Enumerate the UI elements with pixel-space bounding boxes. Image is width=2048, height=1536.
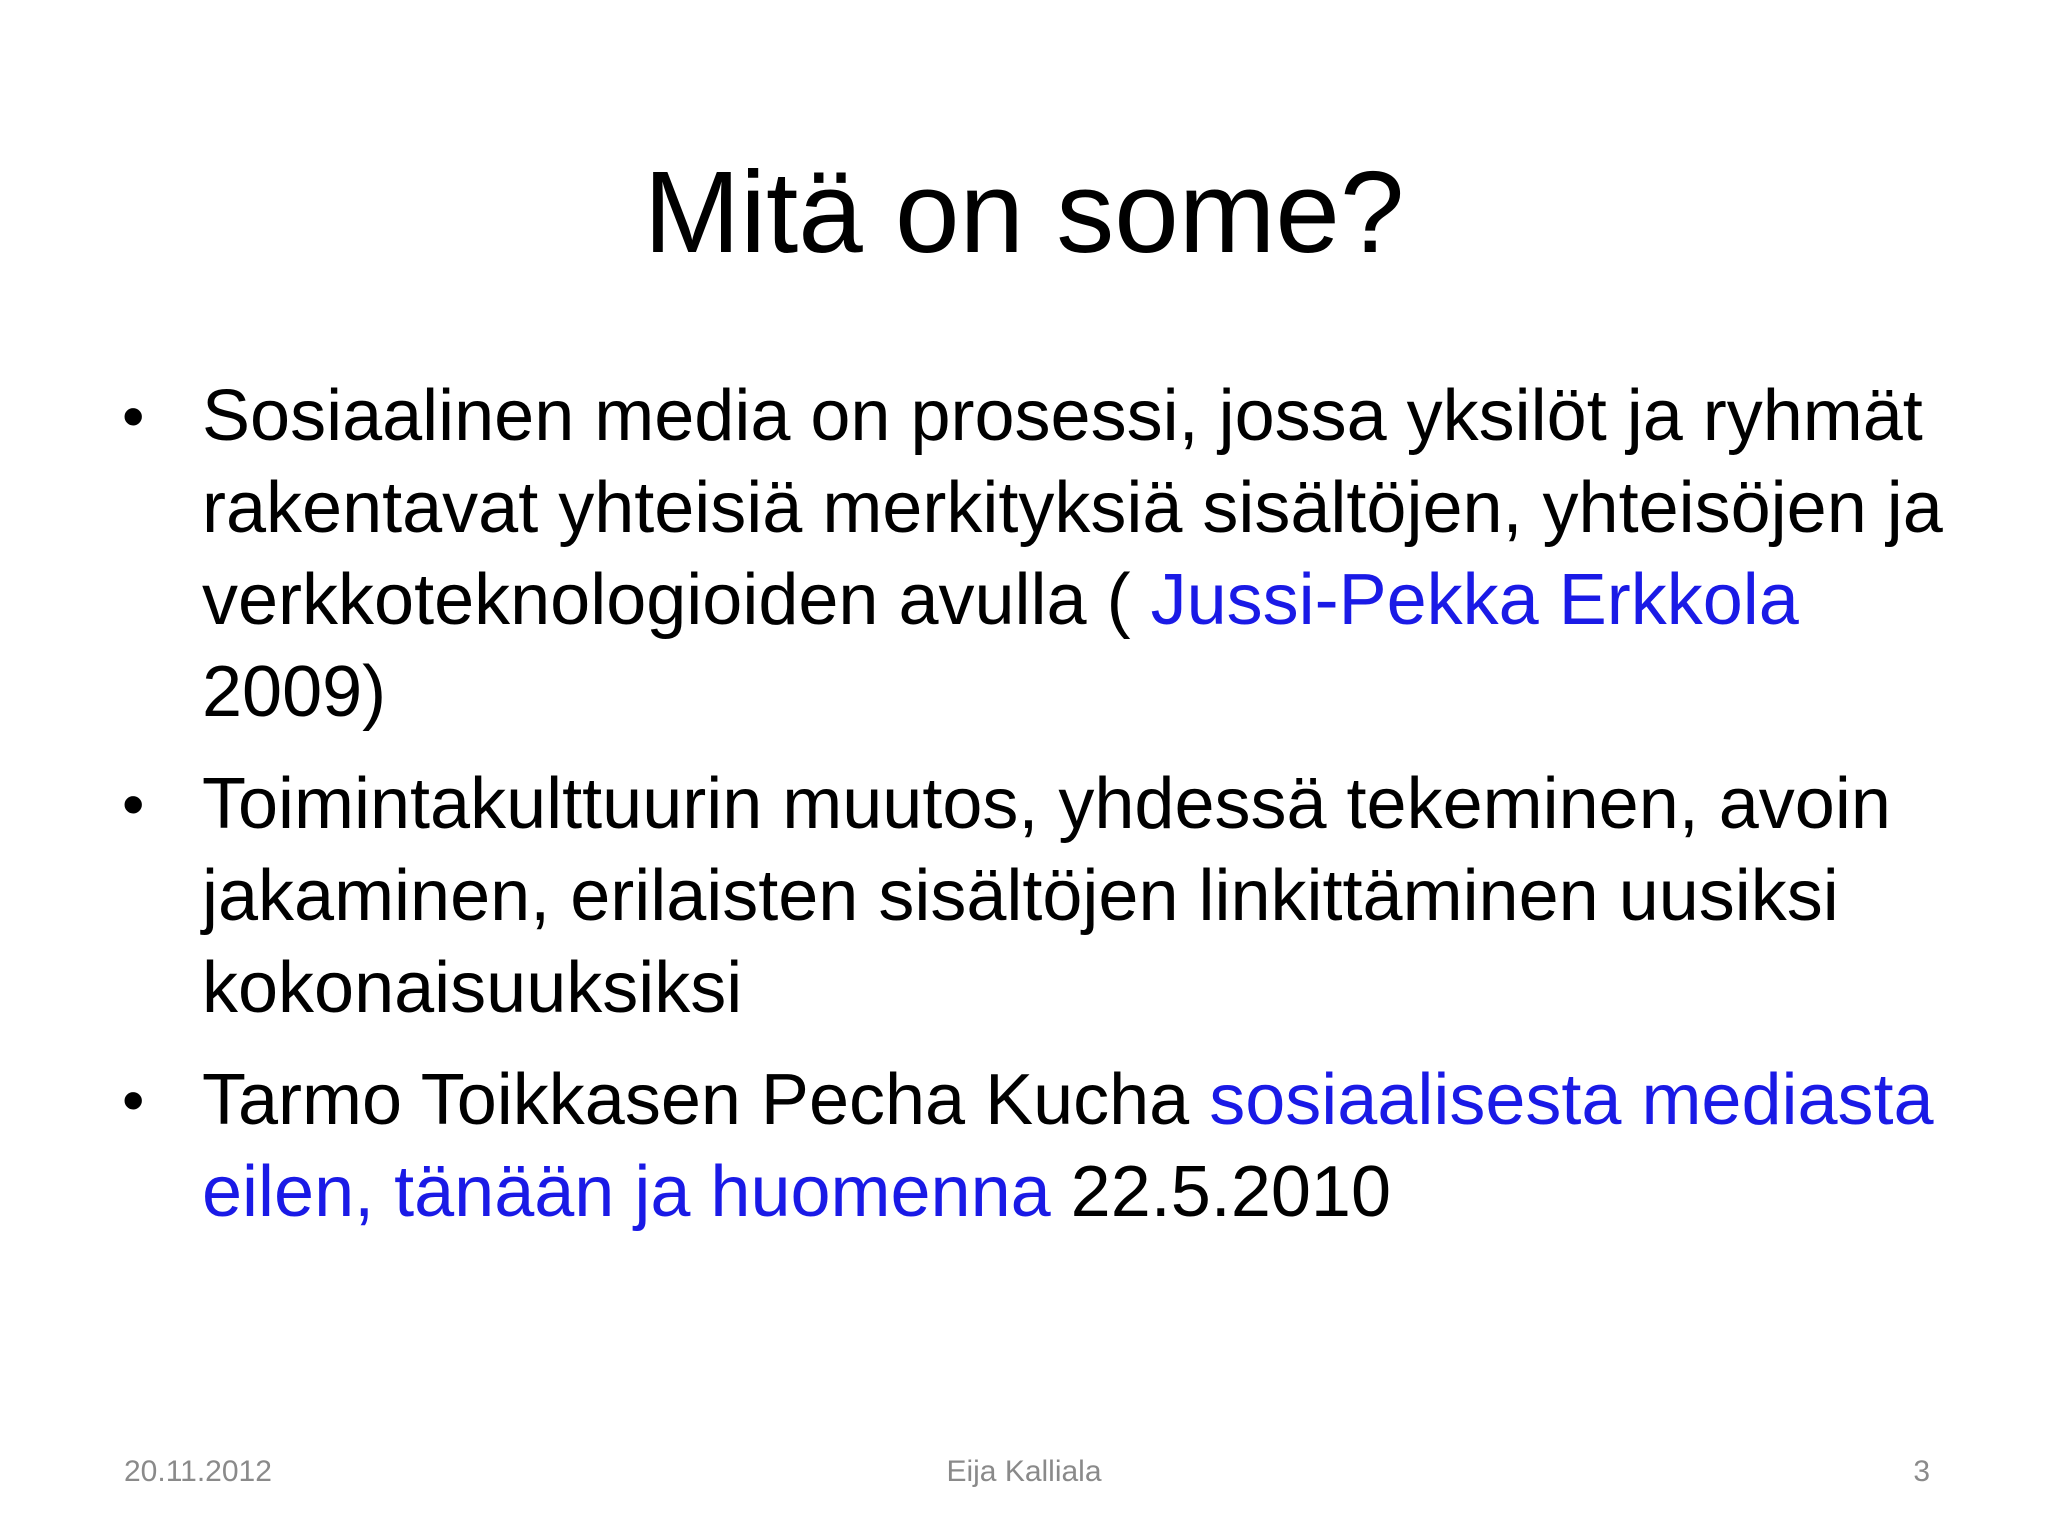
erkkola-link[interactable]: Jussi-Pekka Erkkola — [1150, 560, 1799, 640]
bullet-dot-icon: • — [122, 1064, 145, 1136]
footer-page-number: 3 — [1913, 1455, 1930, 1488]
bullet-dot-icon: • — [122, 768, 145, 840]
slide-title: Mitä on some? — [643, 147, 1405, 277]
bullet-text: Toimintakulttuurin muutos, yhdessä tekeminen, avoin jakaminen, erilaisten sisältöjen linkittäminen uusiksi kokonaisuuksiksi — [202, 764, 1891, 1028]
footer-date: 20.11.2012 — [124, 1455, 272, 1488]
bullet-text-segment: Tarmo Toikkasen Pecha Kucha — [202, 1060, 1210, 1140]
bullet-dot-icon: • — [122, 380, 145, 452]
pecha-kucha-link[interactable]: sosiaalisesta mediasta eilen, tänään ja huomenna — [202, 1060, 1934, 1232]
bullet-text-segment: 22.5.2010 — [1050, 1152, 1391, 1232]
bullet-text-segment: Sosiaalinen media on prosessi, jossa yksilöt ja ryhmät rakentavat yhteisiä merkityksiä sisältöjen, yhteisöjen ja verkkoteknologioiden avulla ( — [202, 376, 1943, 640]
footer-author: Eija Kalliala — [946, 1455, 1102, 1488]
bullet-item — [118, 370, 1958, 738]
bullet-text — [202, 376, 1943, 732]
bullet-item — [118, 758, 1958, 1034]
bullet-list — [118, 370, 1958, 1258]
bullet-text — [202, 1060, 1934, 1232]
bullet-item — [118, 1054, 1958, 1238]
bullet-text-segment: 2009) — [202, 652, 387, 732]
